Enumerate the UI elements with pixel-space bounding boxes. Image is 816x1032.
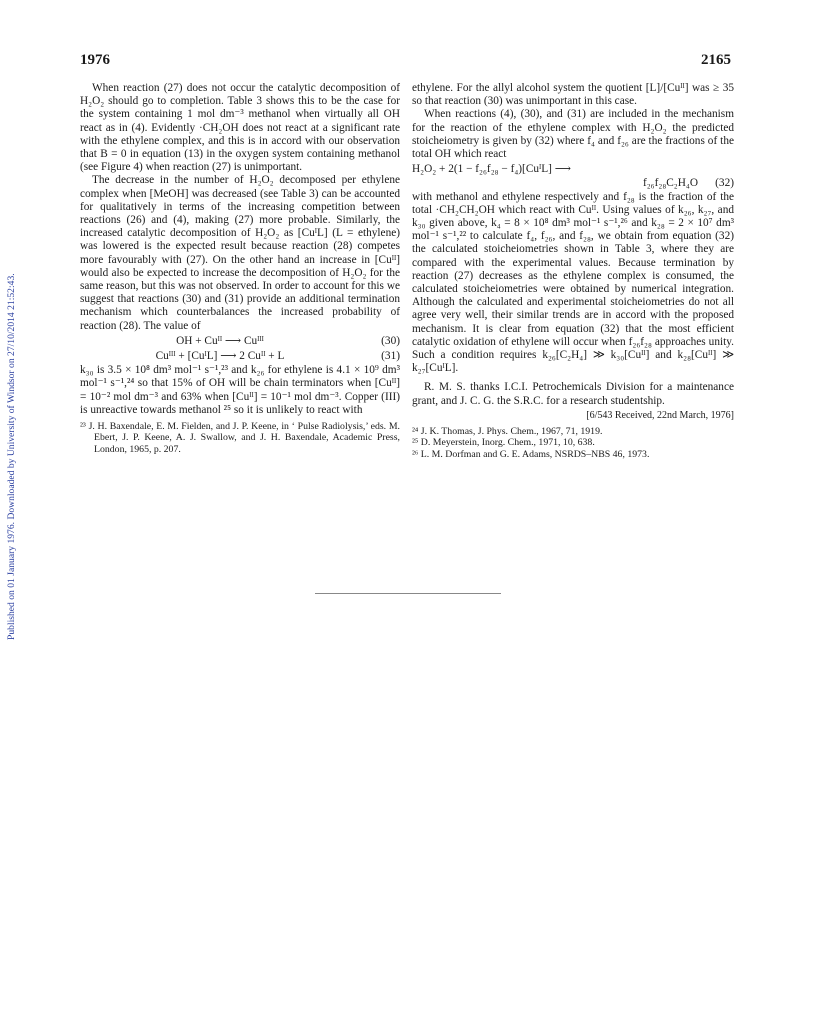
equation-31 bbox=[80, 350, 400, 363]
acknowledgement: R. M. S. thanks I.C.I. Petrochemicals Division for a maintenance grant, and J. C. G. the S.R.C. for a research studentship. bbox=[412, 381, 734, 407]
paragraph: ethylene. For the allyl alcohol system the quotient [L]/[Cuᴵᴵ] was ≥ 35 so that reaction (30) was unimportant in this case. bbox=[412, 82, 734, 108]
footnote-24: ²⁴ J. K. Thomas, J. Phys. Chem., 1967, 71, 1919. bbox=[412, 426, 603, 438]
received-date: [6/543 Received, 22nd March, 1976] bbox=[586, 409, 734, 421]
footnote-23: ²³ J. H. Baxendale, E. M. Fielden, and J. P. Keene, in ‘ Pulse Radiolysis,’ eds. M. Ebert, J. P. Keene, A. J. Swallow, and J. H. Baxendale, Academic Press, London, 1965, p. 207. bbox=[80, 421, 400, 455]
paragraph: When reactions (4), (30), and (31) are included in the mechanism for the reaction of the ethylene complex with H₂O₂ the predicted stoicheiometry is given by (32) where f₄ and f₂₆ are the fractions of the total OH which react bbox=[412, 108, 734, 161]
equation-number: (31) bbox=[381, 350, 400, 363]
end-rule bbox=[315, 593, 501, 594]
footnote-25: ²⁵ D. Meyerstein, Inorg. Chem., 1971, 10, 638. bbox=[412, 437, 595, 449]
paragraph: k₃₀ is 3.5 × 10⁸ dm³ mol⁻¹ s⁻¹,²³ and k₂₆ for ethylene is 4.1 × 10⁹ dm³ mol⁻¹ s⁻¹,²⁴ so that 15% of OH will be chain terminators when [Cuᴵᴵ] = 10⁻² mol dm⁻³ and 63% when [Cuᴵᴵ] = 10⁻¹ mol dm⁻³. Copper (III) is unreactive towards methanol ²⁵ so it is unlikely to react with bbox=[80, 364, 400, 416]
left-column bbox=[80, 82, 400, 455]
equation-text: Cuᴵᴵᴵ + [CuᴵL] ⟶ 2 Cuᴵᴵ + L bbox=[155, 350, 285, 363]
equation-text: f₂₆f₂₈C₂H₄O bbox=[642, 177, 698, 190]
journal-year: 1976 bbox=[80, 52, 110, 68]
footnote-26: ²⁶ L. M. Dorfman and G. E. Adams, NSRDS–NBS 46, 1973. bbox=[412, 448, 650, 460]
footnotes bbox=[80, 421, 400, 455]
page-number: 2165 bbox=[701, 52, 731, 68]
download-notice[interactable]: Published on 01 January 1976. Downloaded by University of Windsor on 27/10/2014 21:52:43. bbox=[6, 273, 17, 640]
equation-32 bbox=[412, 163, 734, 190]
equation-text: H₂O₂ + 2(1 − f₂₆f₂₈ − f₄)[CuᴵL] ⟶ bbox=[412, 163, 571, 176]
paragraph: When reaction (27) does not occur the catalytic decomposition of H₂O₂ should go to completion. Table 3 shows this to be the case for the system containing 1 mol dm⁻³ methanol when virtually all OH react as in (4). Evidently ·CH₂OH does not react at a significant rate with the ethylene complex, and this is in accord with our observation that B = 0 in equation (13) in the oxygen system containing methanol (see Figure 4) when reaction (27) is unimportant. bbox=[80, 82, 400, 174]
paragraph: The decrease in the number of H₂O₂ decomposed per ethylene complex when [MeOH] was decreased (see Table 3) can be accounted for qualitatively in terms of the increasing competition between reactions (26) and (4), making (27) more probable. Similarly, the increased catalytic decomposition of H₂O₂ as [CuᴵL] (L = ethylene) was lowered is the expected result because reaction (28) competes more favourably with (27). On the other hand an increase in [Cuᴵᴵ] would also be expected to increase the decomposition of H₂O₂ for the same reason, but this was not observed. In order to account for this we suggest that reactions (30) and (31) provide an additional termination mechanism which counterbalances the increased probability of reaction (28). The value of bbox=[80, 174, 400, 332]
paragraph: with methanol and ethylene respectively and f₂₈ is the fraction of the total ·CH₂CH₂OH which react with Cuᴵᴵ. Using values of k₂₆, k₂₇, and k₃₀ given above, k₄ = 8 × 10⁸ dm³ mol⁻¹ s⁻¹,²⁶ and k₂₈ = 2 × 10⁷ dm³ mol⁻¹ s⁻¹,²² to calculate f₄, f₂₆, and f₂₈, we obtain from equation (32) the calculated stoicheiometries shown in Table 3, where they are compared with the experimental values. Because termination by reaction (27) decreases as the ethylene complex is consumed, the calculated stoicheiometries were obtained by numerical integration. Although the calculated and experimental stoicheiometries do not all agree very well, their similar trends are in accord with the proposed mechanism. It is clear from equation (32) that the most efficient catalytic oxidation of ethylene will occur when f₂₆f₂₈ approaches unity. Such a condition requires k₂₆[C₂H₄] ≫ k₃₀[Cuᴵᴵ] and k₂₈[Cuᴵᴵ] ≫ k₂₇[CuᴵL]. bbox=[412, 190, 734, 375]
equation-number: (32) bbox=[715, 177, 734, 190]
right-column bbox=[412, 82, 734, 460]
equation-number: (30) bbox=[381, 334, 400, 347]
download-watermark bbox=[6, 120, 20, 640]
equation-30 bbox=[80, 335, 400, 348]
footnotes bbox=[412, 426, 734, 460]
equation-text: OH + Cuᴵᴵ ⟶ Cuᴵᴵᴵ bbox=[176, 334, 264, 347]
